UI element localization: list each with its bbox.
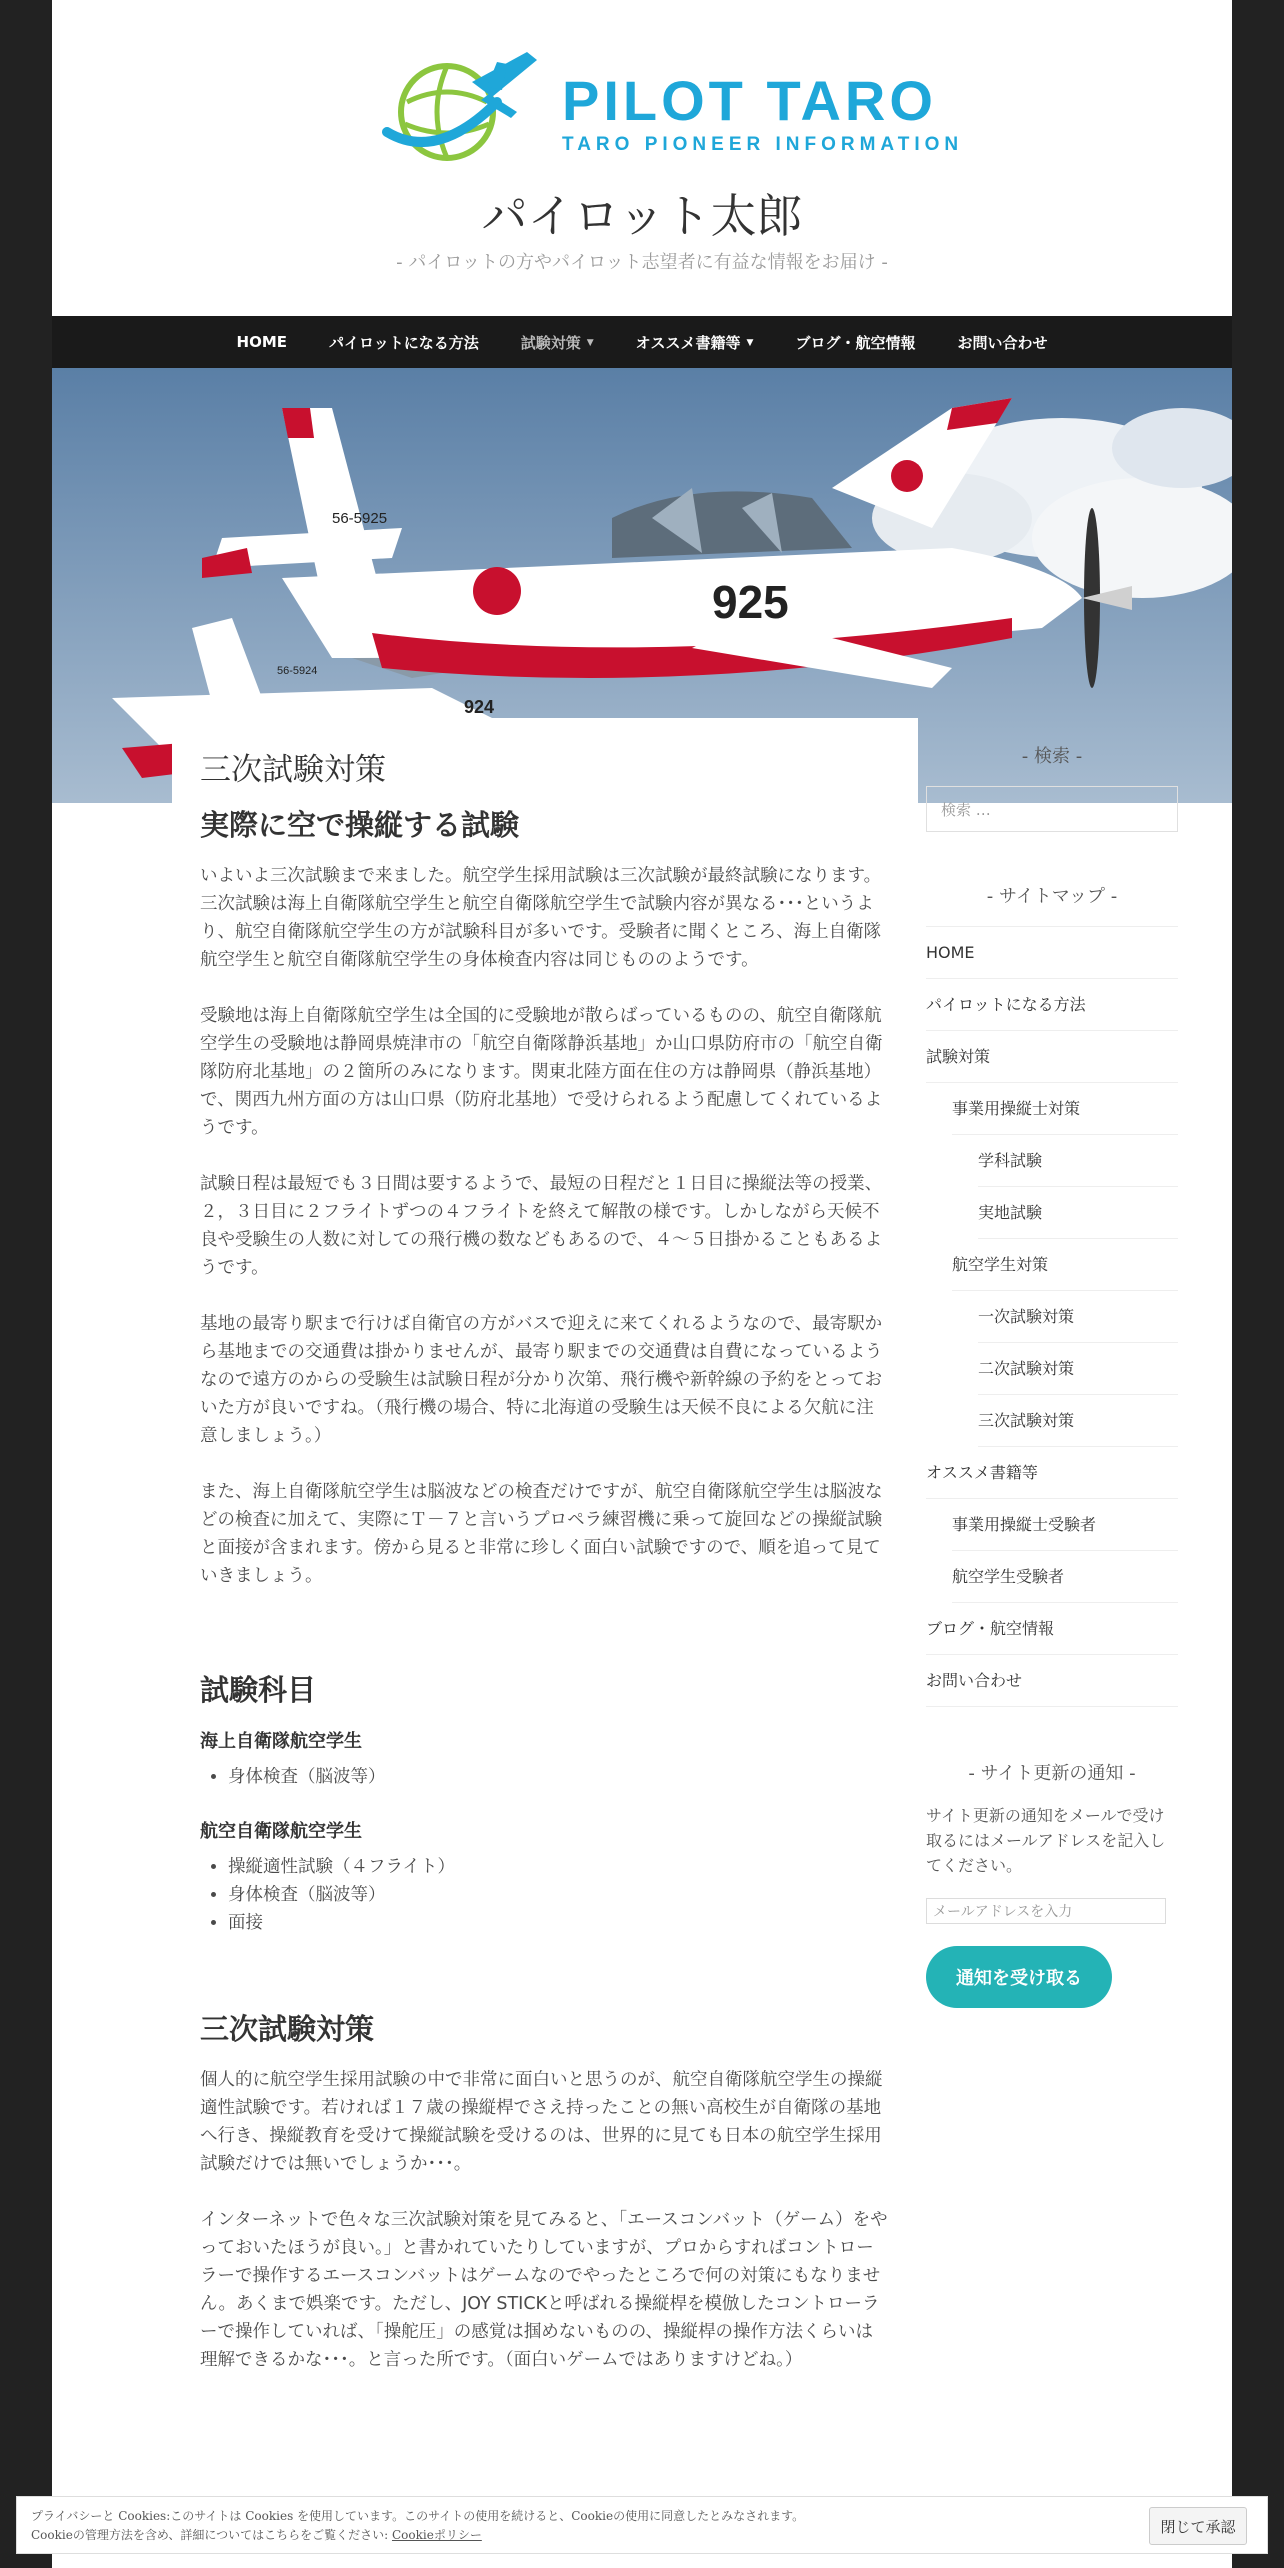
- sitemap-item[interactable]: HOME: [926, 927, 1178, 979]
- cookie-line-2: [31, 2526, 804, 2545]
- section-heading: 試験科目: [200, 1673, 317, 1707]
- search-placeholder: 検索 …: [941, 800, 991, 819]
- search-input[interactable]: [926, 786, 1178, 832]
- cookie-line-1: プライバシーと Cookies:このサイトは Cookies を使用しています。このサイトの使用を続けると、Cookieの使用に同意したとみなされます。: [31, 2509, 805, 2523]
- paragraph: インターネットで色々な三次試験対策を見てみると、「エースコンバット（ゲーム）をやっておいたほうが良い。」と書かれていたりしていますが、プロからすればコントローラーで操作するエースコンバットはゲームなのでやったところで何の対策にもなりません。あくまで娯楽です。ただし、JOY STICKと呼ばれる操縦桿を模倣したコントローラーで操作していれば、「操舵圧」の感覚は掴めないものの、操縦桿の操作方法くらいは理解できるかな･･･。と言った所です。（面白いゲームではありますけどね。）: [200, 2210, 888, 2370]
- navy-exam-list: [200, 1763, 890, 1791]
- page-title: 三次試験対策: [200, 752, 386, 788]
- list-item: • 身体検査（脳波等）: [228, 1763, 890, 1791]
- list-item: • 面接: [228, 1909, 890, 1937]
- sitemap-item[interactable]: 学科試験: [978, 1135, 1178, 1187]
- subsection-heading: 航空自衛隊航空学生: [200, 1821, 362, 1842]
- sitemap-item[interactable]: オススメ書籍等: [926, 1447, 1178, 1499]
- subscribe-button[interactable]: 通知を受け取る: [926, 1946, 1112, 2008]
- subsection-heading: 海上自衛隊航空学生: [200, 1731, 362, 1752]
- nav-item-exam-prep[interactable]: [500, 332, 615, 353]
- plane-number: 925: [712, 576, 789, 628]
- globe-plane-icon: [377, 42, 547, 162]
- notify-widget-title: - サイト更新の通知 -: [968, 1763, 1136, 1784]
- sitemap-item[interactable]: 事業用操縦士対策: [952, 1083, 1178, 1135]
- site-logo[interactable]: [357, 42, 977, 162]
- nav-label: パイロットになる方法: [329, 333, 479, 352]
- logo-name: PILOT TARO: [562, 69, 937, 132]
- nav-item-recommended-books[interactable]: [615, 332, 775, 353]
- paragraph: いよいよ三次試験まで来ました。航空学生採用試験は三次試験が最終試験になります。三次試験は海上自衛隊航空学生と航空自衛隊航空学生で試験内容が異なる･･･というより、航空自衛隊航空学生の方が試験科目が多いです。受験者に聞くところ、海上自衛隊航空学生と航空自衛隊航空学生の身体検査内容は同じもののようです。: [200, 866, 882, 970]
- sitemap-item[interactable]: 実地試験: [978, 1187, 1178, 1239]
- nav-item-how-to-become-pilot[interactable]: [308, 332, 500, 353]
- sitemap-item[interactable]: 試験対策: [926, 1031, 1178, 1083]
- sitemap-widget-title: - サイトマップ -: [986, 886, 1118, 907]
- sitemap-item[interactable]: 一次試験対策: [978, 1291, 1178, 1343]
- nav-label: ブログ・航空情報: [795, 333, 916, 352]
- sitemap-item[interactable]: パイロットになる方法: [926, 979, 1178, 1031]
- cookie-line-2-text: Cookieの管理方法を含め、詳細についてはこちらをご覧ください:: [31, 2528, 392, 2542]
- tail-code-2: 56-5924: [277, 665, 318, 677]
- section-heading: 実際に空で操縦する試験: [200, 808, 520, 842]
- article: [172, 718, 918, 2508]
- sitemap-item[interactable]: 航空学生受験者: [952, 1551, 1178, 1603]
- sitemap-item[interactable]: 二次試験対策: [978, 1343, 1178, 1395]
- main-navigation: [52, 316, 1232, 368]
- notify-description: サイト更新の通知をメールで受け取るにはメールアドレスを記入してください。: [926, 1806, 1166, 1875]
- sitemap-item[interactable]: 航空学生対策: [952, 1239, 1178, 1291]
- email-placeholder: メールアドレスを入力: [933, 1904, 1073, 1920]
- chevron-down-icon: ▼: [746, 338, 754, 348]
- paragraph: 試験日程は最短でも３日間は要するようで、最短の日程だと１日目に操縦法等の授業、２，３日目に２フライトずつの４フライトを終えて解散の様です。しかしながら天候不良や受験生の人数に対しての飛行機の数などもあるので、４～５日掛かることもあるようです。: [200, 1174, 883, 1278]
- cookie-banner: [16, 2496, 1268, 2554]
- cookie-policy-link[interactable]: Cookieポリシー: [391, 2528, 482, 2542]
- sitemap-item[interactable]: ブログ・航空情報: [926, 1603, 1178, 1655]
- page: [52, 0, 1232, 2568]
- plane-number-2: 924: [464, 697, 495, 717]
- paragraph: 個人的に航空学生採用試験の中で非常に面白いと思うのが、航空自衛隊航空学生の操縦適性試験です。若ければ１７歳の操縦桿でさえ持ったことの無い高校生が自衛隊の基地へ行き、操縦教育を受けて操縦試験を受けるのは、世界的に見ても日本の航空学生採用試験だけでは無いでしょうか･･･。: [200, 2070, 883, 2174]
- sitemap-item[interactable]: 事業用操縦士受験者: [952, 1499, 1178, 1551]
- nav-item-blog[interactable]: [774, 332, 936, 353]
- email-field[interactable]: [926, 1898, 1166, 1924]
- sitemap-item[interactable]: 三次試験対策: [978, 1395, 1178, 1447]
- tail-code: 56-5925: [332, 510, 388, 527]
- section-heading: 三次試験対策: [200, 2012, 375, 2046]
- cookie-text: [31, 2507, 804, 2545]
- paragraph: 基地の最寄り駅まで行けば自衛官の方がバスで迎えに来てくれるようなので、最寄駅から基地までの交通費は掛かりませんが、最寄り駅までの交通費は自費になっているようなので遠方のからの受験生は試験日程が分かり次第、飛行機や新幹線の予約をとっておいた方が良いですね。（飛行機の場合、特に北海道の受験生は天候不良による欠航に注意しましょう。）: [200, 1314, 883, 1446]
- nav-item-home[interactable]: [216, 333, 308, 351]
- sidebar: [926, 742, 1178, 2008]
- paragraph: また、海上自衛隊航空学生は脳波などの検査だけですが、航空自衛隊航空学生は脳波などの検査に加えて、実際にＴ－７と言いうプロペラ練習機に乗って旋回などの操縦試験と面接が含まれます。傍から見ると非常に珍しく面白い試験ですので、順を追って見ていきましょう。: [200, 1482, 883, 1586]
- search-widget-title: - 検索 -: [1021, 746, 1083, 767]
- nav-label: お問い合わせ: [957, 333, 1048, 352]
- sitemap-item[interactable]: お問い合わせ: [926, 1655, 1178, 1707]
- logo-tagline: TARO PIONEER INFORMATION: [562, 134, 964, 155]
- site-description: - パイロットの方やパイロット志望者に有益な情報をお届け -: [396, 252, 888, 273]
- close-and-accept-button[interactable]: 閉じて承認: [1149, 2507, 1247, 2545]
- paragraph: 受験地は海上自衛隊航空学生は全国的に受験地が散らばっているものの、航空自衛隊航空学生の受験地は静岡県焼津市の「航空自衛隊静浜基地」か山口県防府市の「航空自衛隊防府北基地」の２箇所のみになります。関東北陸方面在住の方は静岡県（静浜基地）で、関西九州方面の方は山口県（防府北基地）で受けられるよう配慮してくれているようです。: [200, 1006, 883, 1138]
- nav-label: HOME: [236, 333, 288, 351]
- nav-label: 試験対策: [520, 333, 581, 352]
- sitemap-list: [926, 926, 1178, 1707]
- list-item: • 身体検査（脳波等）: [228, 1881, 890, 1909]
- site-title[interactable]: パイロット太郎: [481, 189, 803, 243]
- chevron-down-icon: ▼: [586, 338, 594, 348]
- nav-item-contact[interactable]: [936, 332, 1068, 353]
- list-item: • 操縦適性試験（４フライト）: [228, 1853, 890, 1881]
- nav-label: オススメ書籍等: [635, 333, 741, 352]
- air-exam-list: [200, 1853, 890, 1937]
